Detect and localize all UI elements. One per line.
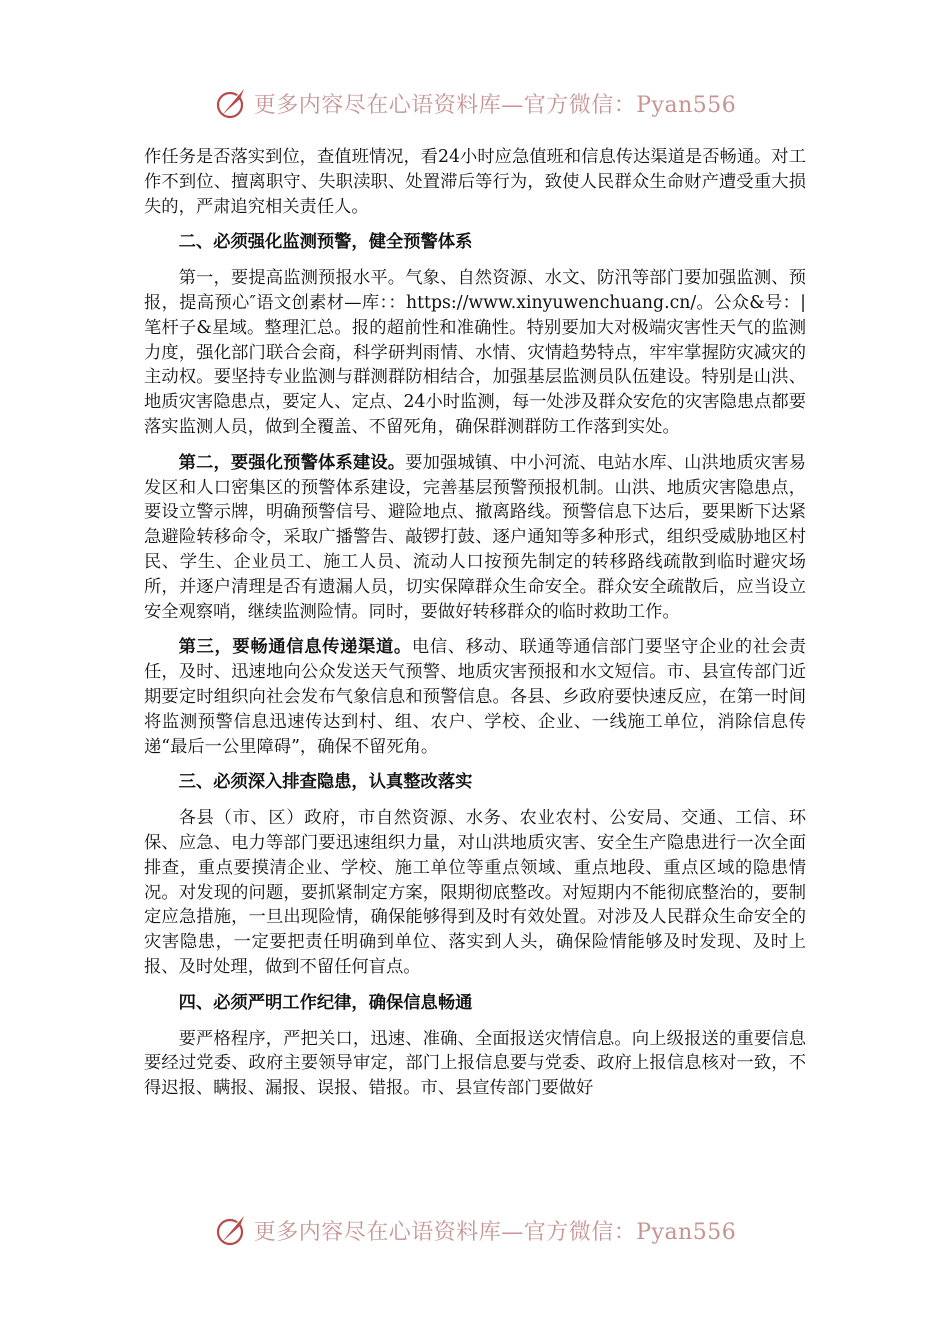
- banner-text: 更多内容尽在心语资料库—官方微信：Pyan556: [253, 92, 737, 118]
- paragraph-text: 要加强城镇、中小河流、电站水库、山洪地质灾害易发区和人口密集区的预警体系建设，完善基层预警预报机制。山洪、地质灾害隐患点，要设立警示牌，明确预警信号、避险地点、撤离路线。预警信息下达后，要果断下达紧急避险转移命令，采取广播警告、敲锣打鼓、逐户通知等多种形式，组织受威胁地区村民、学生、企业员工、施工人员、流动人口按预先制定的转移路线疏散到临时避灾场所，并逐户清理是否有遗漏人员，切实保障群众生命安全。群众安全疏散后，应当设立安全观察哨，继续监测险情。同时，要做好转移群众的临时救助工作。: [144, 452, 806, 622]
- paragraph-lead: 第三，要畅通信息传递渠道。: [178, 637, 412, 658]
- section-heading: 四、必须严明工作纪律，确保信息畅通: [178, 992, 473, 1013]
- paragraph: 作任务是否落实到位，查值班情况，看24小时应急值班和信息传达渠道是否畅通。对工作不到位、擅离职守、失职渎职、处置滞后等行为，致使人民群众生命财产遭受重大损失的，严肃追究相关责任人。: [144, 147, 806, 217]
- banner-text: 更多内容尽在心语资料库—官方微信：Pyan556: [253, 1219, 737, 1245]
- paragraph-text: 电信、移动、联通等通信部门要坚守企业的社会责任，及时、迅速地向公众发送天气预警、地质灾害预报和水文短信。市、县宣传部门近期要定时组织向社会发布气象信息和预警信息。各县、乡政府要快速反应，在第一时间将监测预警信息迅速传达到村、组、农户、学校、企业、一线施工单位，消除信息传递“最后一公里障碍”，确保不留死角。: [144, 637, 806, 757]
- paragraph: [144, 635, 806, 759]
- section-heading: 三、必须深入排查隐患，认真整改落实: [178, 772, 473, 793]
- quill-pen-icon: [214, 1212, 250, 1248]
- section-heading: 二、必须强化监测预警，健全预警体系: [178, 232, 473, 253]
- paragraph: 第一，要提高监测预报水平。气象、自然资源、水文、防汛等部门要加强监测、预报，提高预心″语文创素材—库：：https://www.xinyuwenchuang.cn/。公众&号：|笔杆子&星域。整理汇总。报的超前性和准确性。特别要加大对极端灾害性天气的监测力度，强化部门联合会商，科学研判雨情、水情、灾情趋势特点，牢牢掌握防灾减灾的主动权。要坚持专业监测与群测群防相结合，加强基层监测员队伍建设。特别是山洪、地质灾害隐患点，要定人、定点、24小时监测，每一处涉及群众安危的灾害隐患点都要落实监测人员，做到全覆盖、不留死角，确保群测群防工作落到实处。: [144, 268, 806, 437]
- footer-banner: [0, 1210, 950, 1250]
- header-banner: [0, 83, 950, 123]
- paragraph: 要严格程序，严把关口，迅速、准确、全面报送灾情信息。向上级报送的重要信息要经过党委、政府主要领导审定，部门上报信息要与党委、政府上报信息核对一致，不得迟报、瞒报、漏报、误报、错报。市、县宣传部门要做好: [144, 1028, 806, 1099]
- paragraph: [144, 451, 806, 625]
- quill-pen-icon: [214, 85, 250, 121]
- paragraph: 各县（市、区）政府，市自然资源、水务、农业农村、公安局、交通、工信、环保、应急、电力等部门要迅速组织力量，对山洪地质灾害、安全生产隐患进行一次全面排查，重点要摸清企业、学校、施工单位等重点领域、重点地段、重点区域的隐患情况。对发现的问题，要抓紧制定方案，限期彻底整改。对短期内不能彻底整治的，要制定应急措施，一旦出现险情，确保能够得到及时有效处置。对涉及人民群众生命安全的灾害隐患，一定要把责任明确到单位、落实到人头，确保险情能够及时发现、及时上报、及时处理，做到不留任何盲点。: [144, 808, 806, 977]
- document-body: [144, 145, 806, 1112]
- paragraph-lead: 第二，要强化预警体系建设。: [178, 452, 406, 473]
